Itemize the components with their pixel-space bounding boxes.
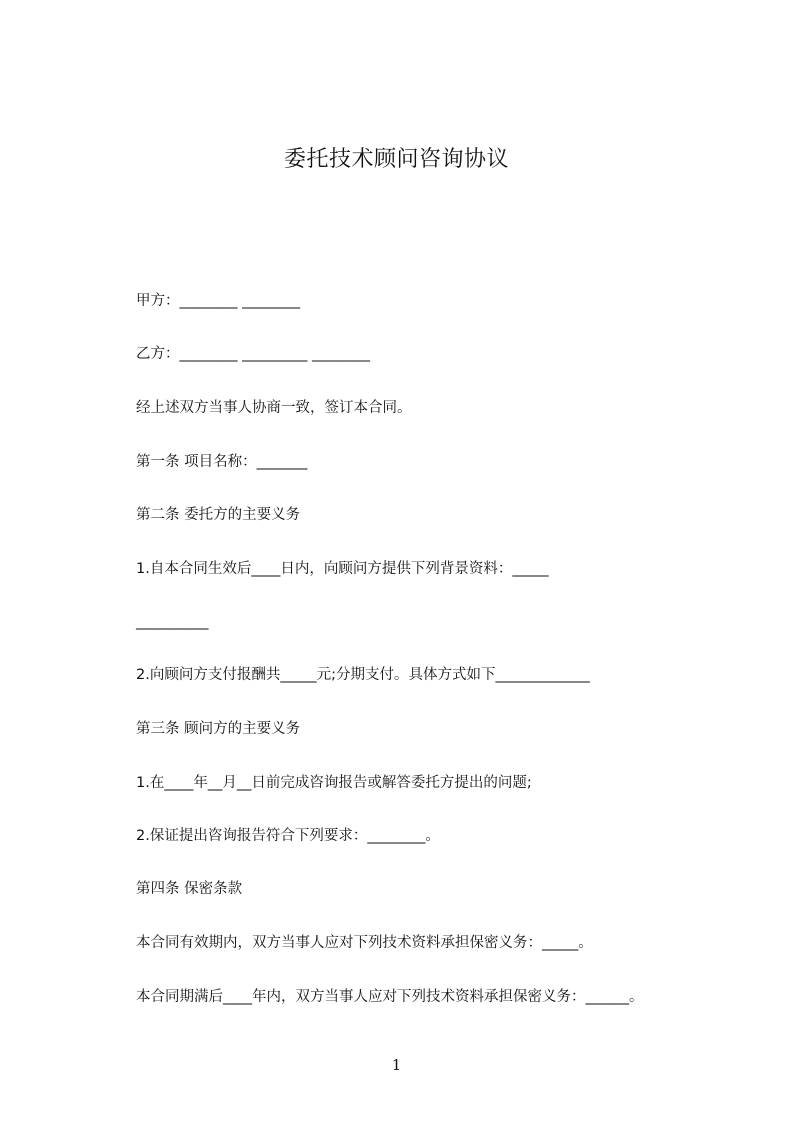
article-2-item-1: 1.自本合同生效后____日内，向顾问方提供下列背景资料：_____ xyxy=(136,561,549,577)
article-2-item-2: 2.向顾问方支付报酬共_____元;分期支付。具体方式如下_____________ xyxy=(136,667,590,683)
article-4-clause-2: 本合同期满后____年内，双方当事人应对下列技术资料承担保密义务：______。 xyxy=(136,989,644,1005)
document-title: 委托技术顾问咨询协议 xyxy=(283,147,509,172)
article-4-heading: 第四条 保密条款 xyxy=(136,881,243,897)
page-number: 1 xyxy=(391,1056,402,1074)
agreement-statement: 经上述双方当事人协商一致，签订本合同。 xyxy=(136,400,412,416)
party-a-line: 甲方：________ ________ xyxy=(136,293,301,309)
article-3-heading: 第三条 顾问方的主要义务 xyxy=(136,721,301,737)
article-4-clause-1: 本合同有效期内，双方当事人应对下列技术资料承担保密义务：_____。 xyxy=(136,935,593,951)
article-2-item-1-continued: __________ xyxy=(136,614,209,630)
article-2-heading: 第二条 委托方的主要义务 xyxy=(136,507,301,523)
article-1-project-name: 第一条 项目名称：_______ xyxy=(136,454,308,470)
article-3-item-2: 2.保证提出咨询报告符合下列要求：________。 xyxy=(136,828,440,844)
article-3-item-1: 1.在____年__月__日前完成咨询报告或解答委托方提出的问题; xyxy=(136,775,532,791)
party-b-line: 乙方：________ _________ ________ xyxy=(136,346,370,362)
